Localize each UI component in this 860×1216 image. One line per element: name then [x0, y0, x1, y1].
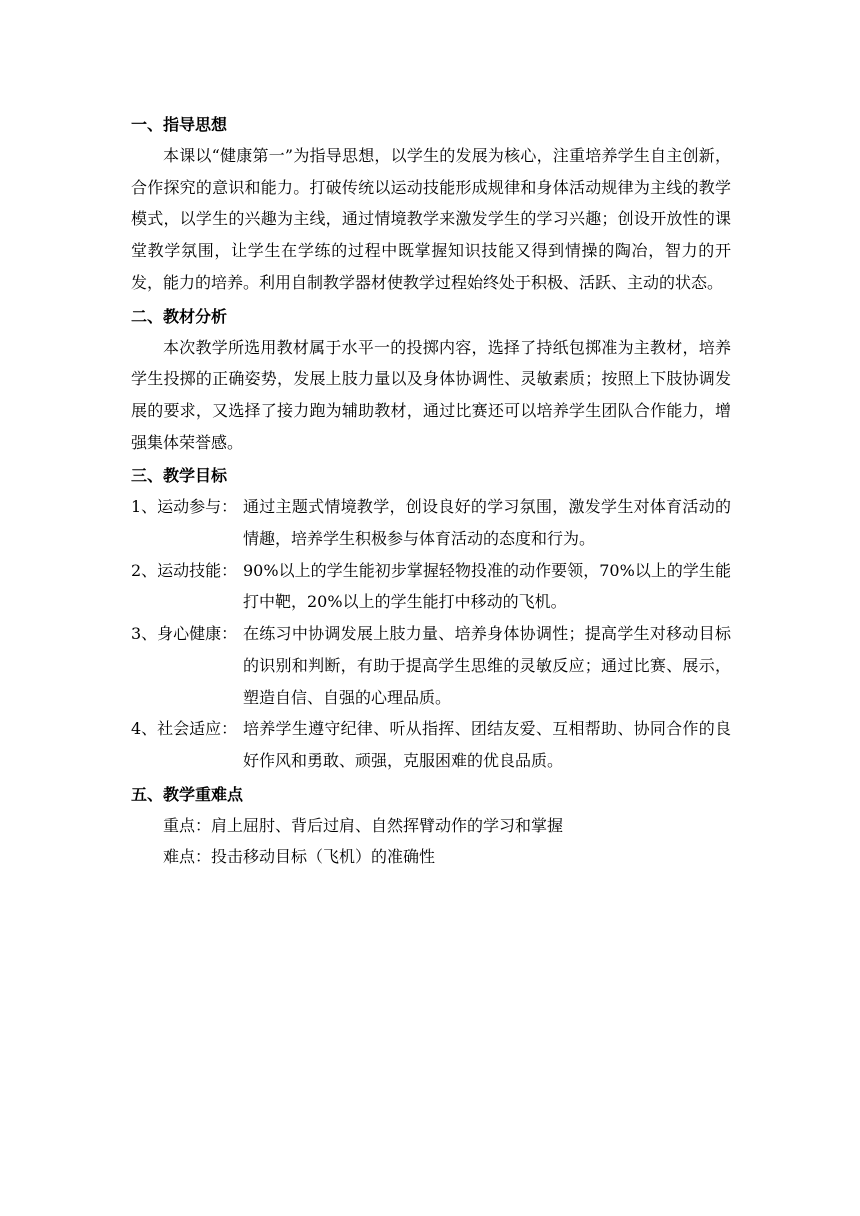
goal-label: 2、运动技能：	[131, 560, 238, 580]
goal-label: 4、社会适应：	[131, 719, 238, 739]
key-point: 重点：肩上屈肘、背后过肩、自然挥臂动作的学习和掌握	[163, 815, 564, 835]
section-heading-material: 二、教材分析	[131, 306, 228, 326]
goal-item	[131, 491, 731, 554]
section-heading-goals: 三、教学目标	[131, 466, 228, 486]
difficult-point: 难点：投击移动目标（飞机）的准确性	[163, 847, 436, 867]
section-body-material: 本次教学所选用教材属于水平一的投掷内容，选择了持纸包掷准为主教材，培养学生投掷的正确姿势，发展上肢力量以及身体协调性、灵敏素质；按照上下肢协调发展的要求，又选择了接力跑为辅助教材，通过比赛还可以培养学生团队合作能力，增强集体荣誉感。	[131, 337, 731, 452]
section-heading-keypoints: 五、教学重难点	[131, 784, 244, 804]
goal-item	[131, 555, 731, 618]
goal-label: 1、运动参与：	[131, 497, 238, 517]
goal-text: 在练习中协调发展上肢力量、培养身体协调性；提高学生对移动目标的识别和判断，有助于提高学生思维的灵敏反应；通过比赛、展示，塑造自信、自强的心理品质。	[243, 624, 731, 707]
goal-item	[131, 713, 731, 776]
goal-item	[131, 618, 731, 713]
goal-text: 90%以上的学生能初步掌握轻物投准的动作要领，70%以上的学生能打中靶，20%以上的学生能打中移动的飞机。	[243, 560, 731, 612]
goal-label: 3、身心健康：	[131, 624, 238, 644]
section-body-guiding: 本课以“健康第一”为指导思想，以学生的发展为核心，注重培养学生自主创新，合作探究的意识和能力。打破传统以运动技能形成规律和身体活动规律为主线的教学模式，以学生的兴趣为主线，通过情境教学来激发学生的学习兴趣；创设开放性的课堂教学氛围，让学生在学练的过程中既掌握知识技能又得到情操的陶冶，智力的开发，能力的培养。利用自制教学器材使教学过程始终处于积极、活跃、主动的状态。	[131, 146, 731, 292]
document-page	[131, 110, 731, 873]
goal-text: 培养学生遵守纪律、听从指挥、团结友爱、互相帮助、协同合作的良好作风和勇敢、顽强，克服困难的优良品质。	[243, 719, 731, 770]
goal-text: 通过主题式情境教学，创设良好的学习氛围，激发学生对体育活动的情趣，培养学生积极参与体育活动的态度和行为。	[243, 497, 731, 549]
section-heading-guiding: 一、指导思想	[131, 115, 228, 134]
